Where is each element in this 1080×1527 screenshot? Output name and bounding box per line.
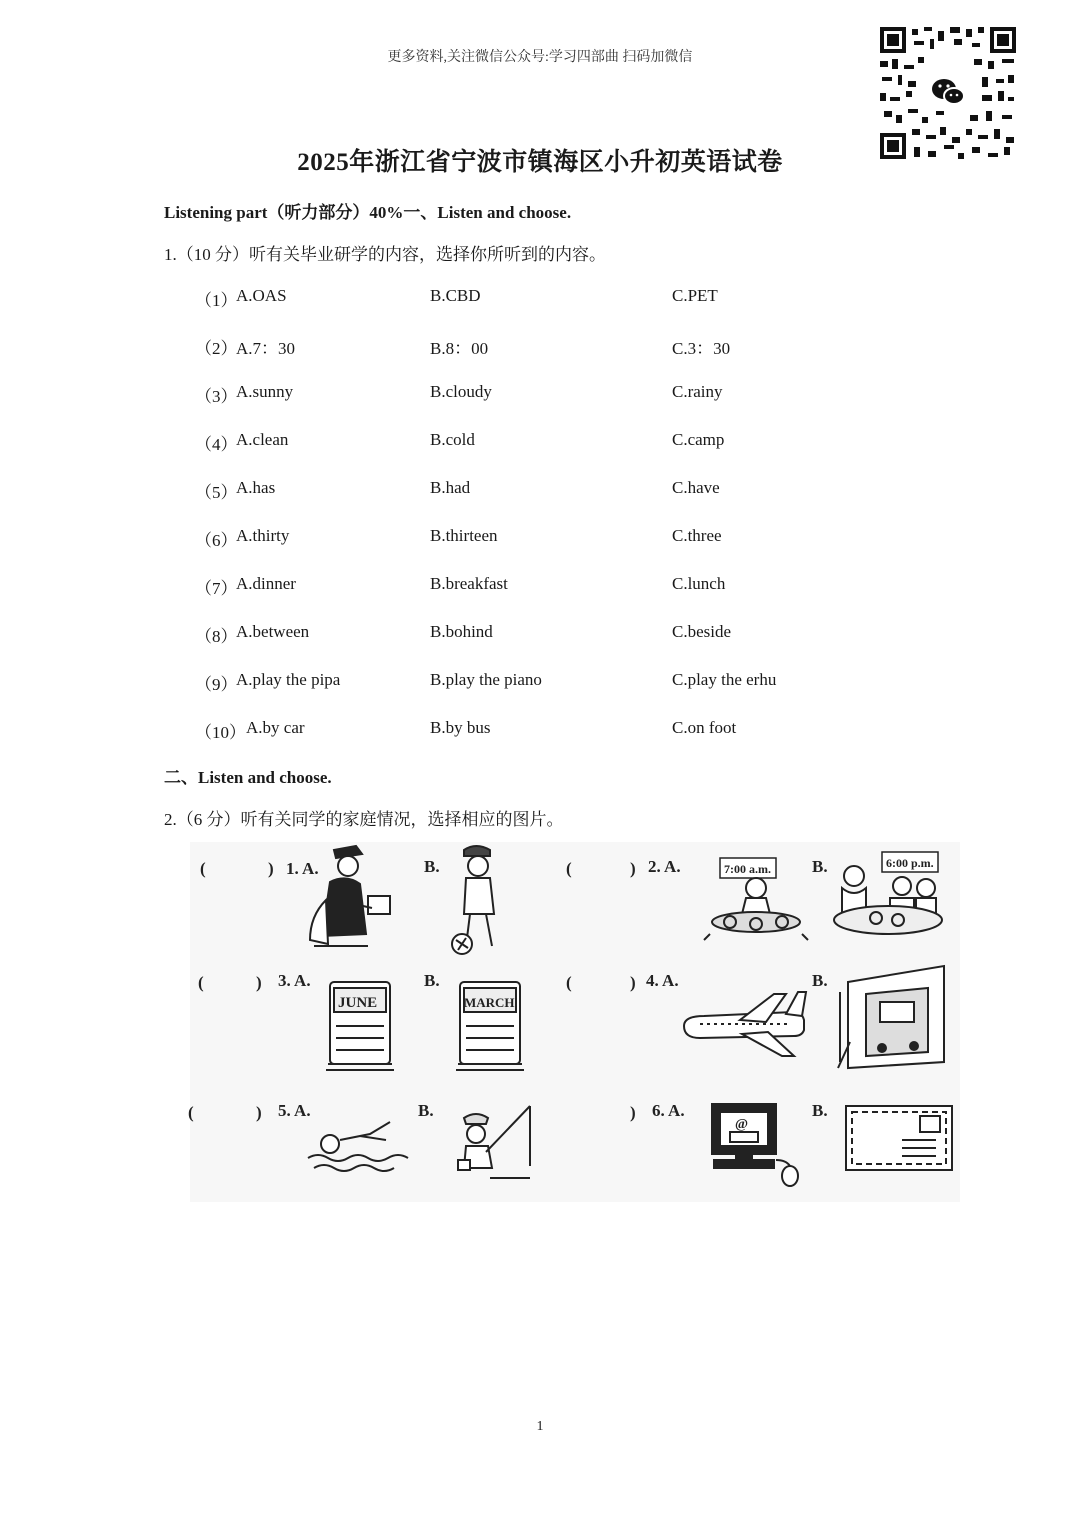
item-number: （10） — [195, 723, 246, 742]
svg-text:@: @ — [735, 1117, 749, 1132]
pic-label: 1. A. — [286, 859, 319, 878]
item-number: （1） — [195, 291, 238, 310]
postcard-icon — [846, 1106, 952, 1170]
question-1-prompt: 1.（10 分）听有关毕业研学的内容，选择你所听到的内容。 — [164, 245, 606, 264]
item-number: （4） — [195, 435, 238, 454]
option-c: C.play the erhu — [672, 670, 777, 689]
item-number: （5） — [195, 483, 238, 502]
pic-label: 6. A. — [652, 1101, 685, 1120]
svg-text:): ) — [630, 859, 636, 878]
option-b: B.by bus — [430, 718, 491, 737]
item-number: （3） — [195, 387, 238, 406]
option-b: B.8：00 — [430, 339, 489, 358]
time-label-b: 6:00 p.m. — [886, 856, 934, 870]
option-a: A.by car — [246, 718, 305, 737]
pic-label: B. — [424, 971, 440, 990]
option-b: B.play the piano — [430, 670, 542, 689]
svg-text:): ) — [256, 973, 262, 992]
qr-code-icon — [878, 25, 1018, 161]
option-c: C.rainy — [672, 382, 723, 401]
pic-label: B. — [418, 1101, 434, 1120]
option-c: C.have — [672, 478, 720, 497]
header-note: 更多资料,关注微信公众号:学习四部曲 扫码加微信 — [387, 50, 693, 65]
section-1-heading: Listening part（听力部分）40%一、Listen and choose. — [164, 203, 572, 222]
question-2-pictures — [190, 842, 960, 1202]
svg-text:(: ( — [198, 973, 204, 992]
option-b: B.CBD — [430, 286, 481, 305]
option-c: C.three — [672, 526, 722, 545]
option-a: A.between — [236, 622, 310, 641]
item-number: （9） — [195, 675, 238, 694]
svg-text:(: ( — [188, 1103, 194, 1122]
page-title: 2025年浙江省宁波市镇海区小升初英语试卷 — [297, 149, 783, 176]
page-number: 1 — [536, 1419, 544, 1434]
option-c: C.3：30 — [672, 339, 731, 358]
pic-label: 4. A. — [646, 971, 679, 990]
option-a: A.dinner — [236, 574, 296, 593]
svg-text:): ) — [268, 859, 274, 878]
item-number: （7） — [195, 579, 238, 598]
section-2-heading: 二、Listen and choose. — [164, 768, 332, 787]
option-a: A.7：30 — [236, 339, 296, 358]
item-number: （2） — [195, 339, 238, 358]
svg-text:(: ( — [566, 859, 572, 878]
train-icon — [838, 966, 944, 1068]
option-a: A.thirty — [236, 526, 290, 545]
pic-label: 3. A. — [278, 971, 311, 990]
item-number: （8） — [195, 627, 238, 646]
svg-text:): ) — [256, 1103, 262, 1122]
wechat-icon — [928, 71, 968, 111]
option-c: C.camp — [672, 430, 725, 449]
pic-label: 5. A. — [278, 1101, 311, 1120]
option-b: B.cold — [430, 430, 475, 449]
option-a: A.play the pipa — [236, 670, 341, 689]
pic-label: B. — [812, 857, 828, 876]
pic-label: B. — [812, 1101, 828, 1120]
time-label-a: 7:00 a.m. — [724, 862, 771, 876]
option-a: A.clean — [236, 430, 289, 449]
svg-text:(: ( — [566, 973, 572, 992]
option-b: B.thirteen — [430, 526, 498, 545]
pic-label: B. — [424, 857, 440, 876]
item-number: （6） — [195, 531, 238, 550]
pic-label: B. — [812, 971, 828, 990]
option-c: C.lunch — [672, 574, 726, 593]
pic-label: 2. A. — [648, 857, 681, 876]
question-2-prompt: 2.（6 分）听有关同学的家庭情况，选择相应的图片。 — [164, 810, 564, 829]
option-c: C.beside — [672, 622, 732, 641]
option-c: C.PET — [672, 286, 718, 305]
option-b: B.breakfast — [430, 574, 508, 593]
calendar-month-b: MARCH — [464, 995, 515, 1010]
option-b: B.cloudy — [430, 382, 492, 401]
option-b: B.had — [430, 478, 471, 497]
svg-text:): ) — [630, 1103, 636, 1122]
option-a: A.OAS — [236, 286, 287, 305]
svg-text:): ) — [630, 973, 636, 992]
option-c: C.on foot — [672, 718, 737, 737]
option-b: B.bohind — [430, 622, 493, 641]
option-a: A.has — [236, 478, 276, 497]
calendar-month-a: JUNE — [338, 995, 378, 1011]
svg-text:(: ( — [200, 859, 206, 878]
option-a: A.sunny — [236, 382, 294, 401]
